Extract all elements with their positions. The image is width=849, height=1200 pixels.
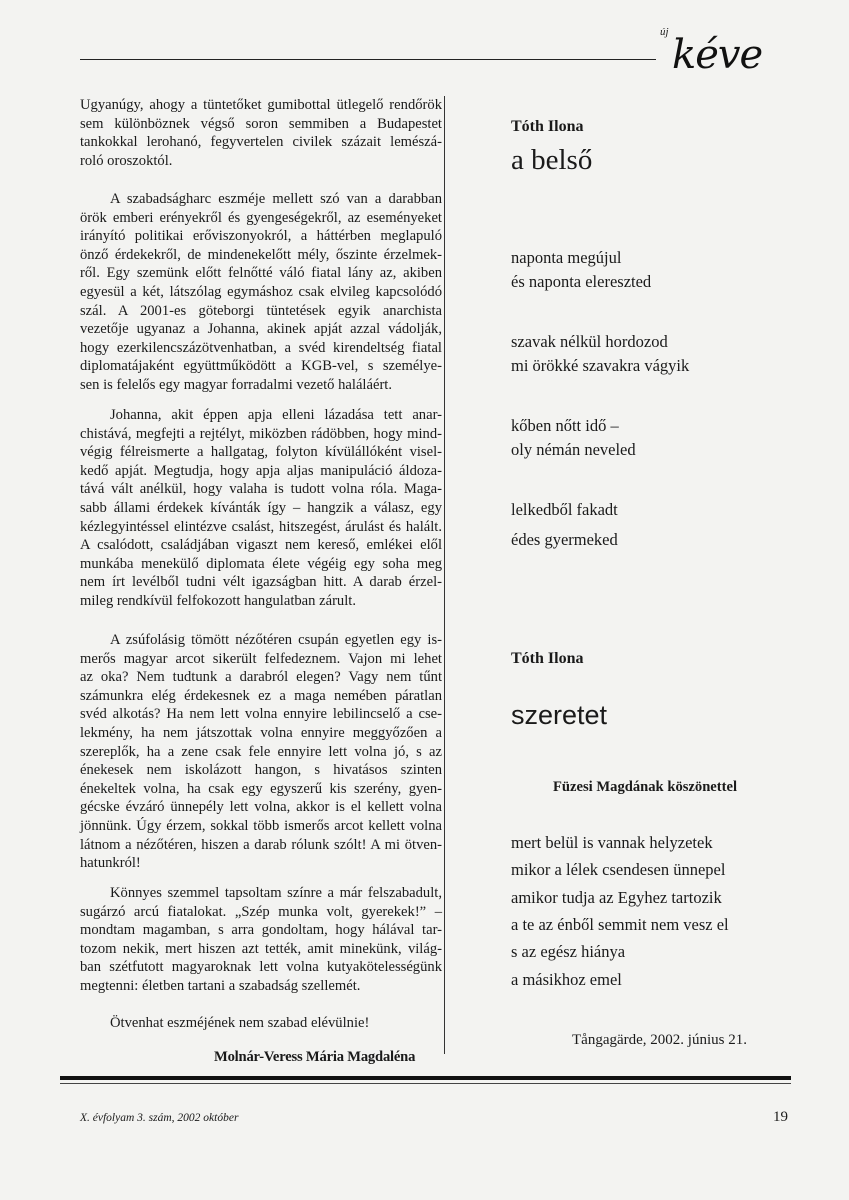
text-line: megtenni: életben tartani a szabadság szellemét.	[80, 977, 361, 994]
text-line: sen is felelős egy magyar forradalmi vezető haláláért.	[80, 376, 393, 393]
text-line: végig félreismerte a hallgatag, folyton kívülállóként visel-	[80, 444, 442, 461]
text-line: látnom a nézőtéren, hiszen a darab rólunk szólt! A mi ötven-	[80, 836, 442, 853]
text-line: hatunkról!	[80, 855, 141, 872]
footer-rule-thin	[60, 1083, 791, 1084]
poem-line: édes gyermeked	[511, 530, 618, 549]
poem-line: mikor a lélek csendesen ünnepel	[511, 860, 726, 879]
text-line: önző érdekekről, de mindenekelőtt mély, őszinte érzelmek-	[80, 246, 442, 263]
text-line: mileg rendkívül felfokozott hangulatban zárult.	[80, 592, 356, 609]
logo-prefix: új	[660, 26, 669, 38]
text-line: Könnyes szemmel tapsoltam színre a már felszabadult,	[110, 885, 442, 901]
text-line: irányító politikai erőviszonyokról, a háttérben meglapuló	[80, 228, 442, 245]
text-line: vezetője ugyanaz a Johanna, akinek apját azzal vádolják,	[80, 321, 442, 338]
text-line: jönnünk. Úgy érzem, sokkal több ismerős arcot kellett volna	[80, 817, 442, 834]
text-line: ről. Egy szemünk előtt felnőtté váló fiatal lány az, akiben	[80, 265, 442, 282]
poem-line: mert belül is vannak helyzetek	[511, 833, 713, 852]
text-line: ban szétfutott magyaroknak lett volna kutyakötelességünk	[80, 959, 442, 976]
text-line: tankokkal lerohanó, fegyvertelen civilek százait lemészá-	[80, 134, 442, 151]
poem1-author: Tóth Ilona	[511, 118, 584, 135]
text-line: A szabadságharc eszméje mellett szó van a darabban	[110, 191, 442, 207]
poem-line: kőben nőtt idő –	[511, 416, 619, 435]
poem-line: amikor tudja az Egyhez tartozik	[511, 888, 722, 907]
issue-info: X. évfolyam 3. szám, 2002 október	[80, 1112, 239, 1124]
text-line: egyesül a két, látszólag egymáshoz csak elvileg kapcsolódó	[80, 283, 442, 300]
poem-line: mi örökké szavakra vágyik	[511, 356, 690, 375]
text-line: énekesek nem iskolázott hangon, s hivatásos szinten	[80, 762, 442, 779]
header-rule	[80, 59, 656, 60]
text-line: Johanna, akit éppen apja elleni lázadása tett anar-	[110, 407, 442, 423]
poem-line: a te az énből semmit nem vesz el	[511, 915, 729, 934]
text-line: tozom nekik, mert hiszen azt tették, amit minekünk, világ-	[80, 940, 442, 957]
text-line: örök emberi erényekről és gyengeségekről, az eseményeket	[80, 209, 442, 226]
poem-line: szavak nélkül hordozod	[511, 332, 668, 351]
text-line: roló oroszoktól.	[80, 152, 173, 169]
text-line: énekeltek volna, ha csak egy egyszerű kis szerény, gyen-	[80, 780, 442, 797]
column-divider	[444, 96, 445, 1054]
article-paragraph	[80, 96, 442, 170]
text-line: lekmény, ha nem játszottak volna ennyire meggyőzően a	[80, 724, 442, 741]
poem2-dedication: Füzesi Magdának köszönettel	[553, 779, 738, 795]
text-line: A zsúfolásig tömött nézőtéren csupán egyetlen egy is-	[110, 632, 442, 648]
text-line: munkába menekülő diplomata élete végéig egy soha meg	[80, 555, 442, 572]
text-line: gécske évzáró ünnepély lett volna, akkor is el kellett volna	[80, 799, 442, 816]
text-line: A csalódott, családjában vigaszt nem kereső, emlékei elől	[80, 537, 442, 554]
poem2-date-place: Tångagärde, 2002. június 21.	[572, 1032, 747, 1048]
poem-line: és naponta elereszted	[511, 272, 652, 291]
text-line: tává vált anélkül, hogy valaha is tudott volna róla. Maga-	[80, 481, 442, 498]
poem-line: a másikhoz emel	[511, 970, 622, 989]
text-line: nem írt levélből tudni vélt igazságban hitt. A darab érzel-	[80, 574, 442, 591]
article-author: Molnár-Veress Mária Magdaléna	[214, 1049, 416, 1065]
text-line: kézlegyintéssel elintézve csalást, hitszegést, árulást és halált.	[80, 518, 442, 535]
text-line: Ugyanúgy, ahogy a tüntetőket gumibottal ütlegelő rendőrök	[80, 97, 442, 113]
text-line: szereplők, ha a zene csak fele ennyire lett volna jó, s az	[80, 743, 442, 760]
poem1-title: a belső	[511, 144, 593, 176]
article-paragraph	[80, 406, 442, 611]
text-line: diplomatájaként együttműködött a KGB-vel, s személye-	[80, 358, 442, 375]
article-closing: Ötvenhat eszméjének nem szabad elévülnie!	[110, 1015, 370, 1031]
footer-rule	[60, 1076, 791, 1080]
text-line: mondtam magamban, s arra gondoltam, hogy hálával tar-	[80, 922, 442, 939]
poem-line: lelkedből fakadt	[511, 500, 618, 519]
text-line: sugárzó arcú fiatalokat. „Szép munka volt, gyerekek!” –	[80, 903, 442, 920]
article-paragraph	[80, 190, 442, 395]
text-line: sem különböznek végső soron semmiben a Budapestet	[80, 115, 442, 132]
poem-line: naponta megújul	[511, 248, 622, 267]
poem2-title: szeretet	[511, 700, 608, 730]
text-line: számunkra elég érdekesnek ez a maga nemében páratlan	[80, 687, 442, 704]
poem2-author: Tóth Ilona	[511, 650, 584, 667]
poem-line: oly némán neveled	[511, 440, 636, 459]
page-number: 19	[773, 1109, 788, 1125]
poem-line: s az egész hiánya	[511, 942, 626, 961]
article-paragraph	[80, 631, 442, 873]
text-line: sabb állami érdekek kívánták így – hangzik a válasz, egy	[80, 499, 442, 516]
text-line: chistává, megfejti a rejtélyt, miközben rádöbben, hogy mind-	[80, 425, 442, 442]
text-line: kedő apját. Megtudja, hogy apja aljas manipuláció áldoza-	[80, 462, 442, 479]
text-line: merős magyar arcot sikerült felfedeznem. Vajon mi lehet	[80, 650, 442, 667]
magazine-logo: kéve	[672, 32, 763, 78]
text-line: hogy ezerkilencszázötvenhatban, a svéd kirendeltség fiatal	[80, 339, 442, 356]
text-line: svéd alkotás? Ha nem lett volna ennyire lebilincselő a cse-	[80, 706, 442, 723]
article-paragraph	[80, 884, 442, 996]
text-line: az oka? Nem tudtunk a darabról elegen? Vagy nem tűnt	[80, 669, 442, 686]
text-line: szál. A 2001-es göteborgi tüntetések egyik anarchista	[80, 302, 442, 319]
